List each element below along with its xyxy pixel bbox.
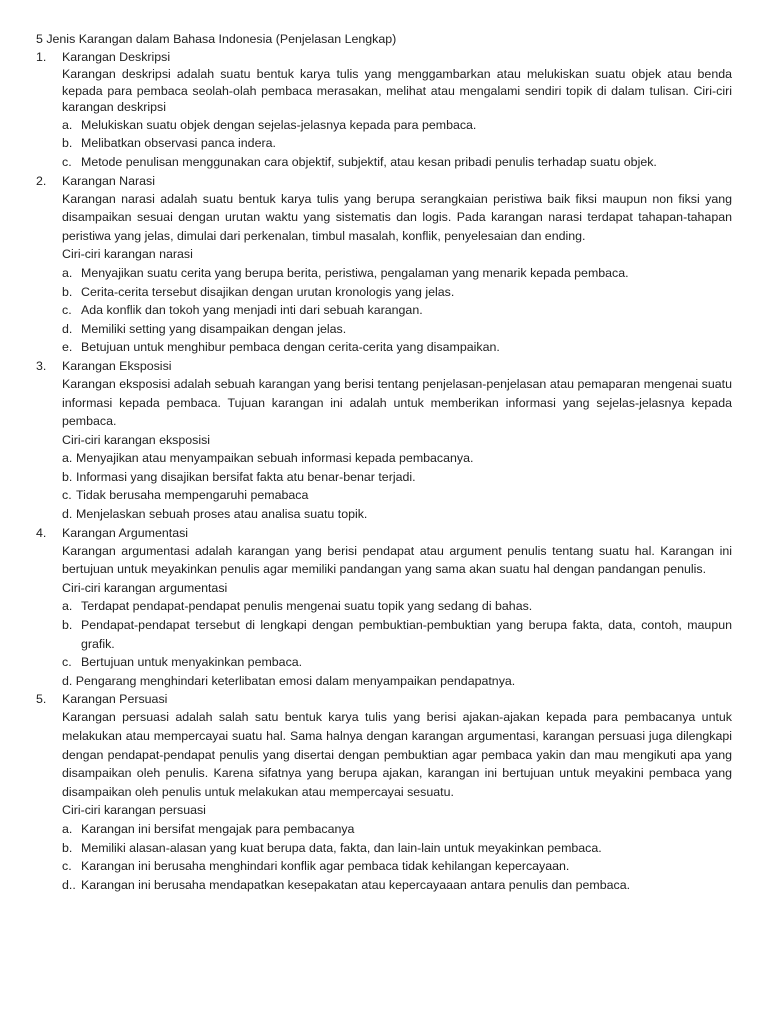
document-title: 5 Jenis Karangan dalam Bahasa Indonesia (Penjelasan Lengkap) [36, 32, 397, 46]
list-item [62, 820, 732, 839]
section-paragraph: Karangan persuasi adalah salah satu bentuk karya tulis yang berisi ajakan-ajakan kepada para pembacanya untuk melakukan atau mempercayai suatu hal. Sama halnya dengan karangan argumentasi, karangan persuasi juga dilengkapi dengan pendapat-pendapat penulis yang disertai dengan pembuktian agar pembaca yakin dan mau mengikuti apa yang disampaikan oleh penulis. Karena sifatnya yang berupa ajakan, karangan ini bertujuan untuk meyakini pembaca yang disampaikan oleh penulis untuk melakukan atau mempercayai sesuatu. [62, 710, 732, 799]
list-item [62, 134, 732, 153]
item-text: Metode penulisan menggunakan cara objektif, subjektif, atau kesan pribadi penulis terhadap suatu objek. [81, 154, 657, 169]
section-eksposisi [36, 357, 768, 524]
list-item [62, 153, 732, 172]
item-text: Pendapat-pendapat tersebut di lengkapi dengan pembuktian-pembuktian yang berupa fakta, data, contoh, maupun grafik. [81, 618, 732, 651]
item-text: d. Pengarang menghindari keterlibatan emosi dalam menyampaikan pendapatnya. [62, 673, 516, 688]
section-body [62, 375, 732, 524]
section-paragraph: Karangan eksposisi adalah sebuah karangan yang berisi tentang penjelasan-penjelasan atau pemaparan mengenai suatu informasi kepada pembaca. Tujuan karangan ini adalah untuk memberikan informasi yang sejelas-jelasnya kepada pembaca. [62, 376, 732, 429]
item-text: Tidak berusaha mempengaruhi pemabaca [76, 488, 309, 503]
list-item [62, 468, 732, 487]
section-number: 4. [36, 525, 47, 540]
list-item [62, 283, 732, 302]
ciri-list [62, 449, 732, 523]
ciri-heading: Ciri-ciri karangan eksposisi [62, 432, 211, 447]
section-number: 5. [36, 692, 47, 707]
item-text: Memiliki alasan-alasan yang kuat berupa data, fakta, dan lain-lain untuk meyakinkan pembaca. [81, 840, 602, 855]
section-title: Karangan Argumentasi [62, 525, 189, 540]
section-heading [36, 690, 768, 708]
section-body [62, 190, 732, 357]
list-item [62, 839, 732, 858]
item-text: Cerita-cerita tersebut disajikan dengan urutan kronologis yang jelas. [81, 284, 455, 299]
ciri-list [62, 597, 732, 690]
item-label: a. [62, 821, 73, 836]
list-item [62, 264, 732, 283]
ciri-list [62, 264, 732, 357]
item-text: Melibatkan observasi panca indera. [81, 136, 276, 151]
item-text: Menyajikan suatu cerita yang berupa berita, peristiwa, pengalaman yang menarik kepada pembaca. [81, 265, 629, 280]
item-label: b. [62, 618, 73, 633]
section-title: Karangan Deskripsi [62, 50, 171, 64]
item-label: c. [62, 488, 72, 503]
item-label: d.. [62, 877, 76, 892]
section-paragraph: Karangan narasi adalah suatu bentuk karya tulis yang berupa serangkaian peristiwa baik fiksi maupun non fiksi yang disampaikan sesuai dengan urutan waktu yang sistematis dan logis. Pada karangan narasi terdapat tahapan-tahapan peristiwa yang jelas, dimulai dari perkenalan, timbul masalah, konflik, penyelesaian dan ending. [62, 191, 732, 243]
section-number: 1. [36, 50, 47, 64]
item-text: Ada konflik dan tokoh yang menjadi inti dari sebuah karangan. [81, 303, 423, 318]
section-narasi [36, 172, 768, 357]
section-argumentasi [36, 524, 768, 691]
item-label: a. [62, 117, 73, 132]
item-text: Karangan ini berusaha mendapatkan kesepakatan atau kepercayaaan antara penulis dan pembaca. [81, 877, 631, 892]
item-label: d. [62, 321, 73, 336]
list-item [62, 486, 732, 505]
item-text: Informasi yang disajikan bersifat fakta atu benar-benar terjadi. [76, 469, 416, 484]
ciri-list [62, 116, 732, 172]
section-number: 2. [36, 173, 47, 188]
list-item [62, 301, 732, 320]
item-label: c. [62, 859, 72, 874]
ciri-heading: Ciri-ciri karangan persuasi [62, 803, 206, 818]
list-item [62, 116, 732, 135]
list-item [62, 653, 732, 672]
item-label: c. [62, 154, 72, 169]
section-number: 3. [36, 358, 47, 373]
item-label: e. [62, 340, 73, 355]
ciri-heading: Ciri-ciri karangan narasi [62, 247, 193, 262]
item-text: Bertujuan untuk menyakinkan pembaca. [81, 655, 303, 670]
ciri-list [62, 820, 732, 894]
section-title: Karangan Persuasi [62, 692, 168, 707]
item-text: Melukiskan suatu objek dengan sejelas-jelasnya kepada para pembaca. [81, 117, 477, 132]
ciri-heading: Ciri-ciri karangan argumentasi [62, 580, 228, 595]
list-item [62, 505, 732, 524]
item-label: c. [62, 655, 72, 670]
list-item [62, 597, 732, 616]
section-heading [36, 172, 768, 190]
section-heading [36, 357, 768, 375]
section-paragraph: Karangan deskripsi adalah suatu bentuk karya tulis yang menggambarkan atau melukiskan suatu objek atau benda kepada para pembaca seolah-olah pembaca merasakan, melihat atau mengalami sendiri topik di dalam tulisan. Ciri-ciri karangan deskripsi [62, 67, 732, 115]
section-title: Karangan Eksposisi [62, 358, 172, 373]
item-label: b. [62, 284, 73, 299]
item-label: c. [62, 303, 72, 318]
item-text: Karangan ini berusaha menghindari konflik agar pembaca tidak kehilangan kepercayaan. [81, 859, 570, 874]
section-body [62, 542, 732, 691]
section-body [62, 66, 732, 172]
item-text: Terdapat pendapat-pendapat penulis mengenai suatu topik yang sedang di bahas. [81, 599, 533, 614]
list-item [62, 449, 732, 468]
section-title: Karangan Narasi [62, 173, 155, 188]
item-label: b. [62, 469, 73, 484]
item-text: Memiliki setting yang disampaikan dengan jelas. [81, 321, 347, 336]
item-label: b. [62, 136, 73, 151]
item-text: Karangan ini bersifat mengajak para pembacanya [81, 821, 355, 836]
section-body [62, 708, 732, 894]
item-text: Menjelaskan sebuah proses atau analisa suatu topik. [76, 507, 368, 522]
item-label: d. [62, 507, 73, 522]
item-label: a. [62, 599, 73, 614]
list-item [62, 857, 732, 876]
section-heading [36, 524, 768, 542]
item-text: Betujuan untuk menghibur pembaca dengan cerita-cerita yang disampaikan. [81, 340, 500, 355]
section-persuasi [36, 690, 768, 894]
item-label: b. [62, 840, 73, 855]
list-item [62, 320, 732, 339]
item-label: a. [62, 451, 73, 466]
section-deskripsi [36, 48, 768, 172]
item-label: a. [62, 265, 73, 280]
list-item [62, 616, 732, 653]
item-text: Menyajikan atau menyampaikan sebuah informasi kepada pembacanya. [76, 451, 474, 466]
list-item [62, 672, 732, 691]
section-heading [36, 48, 768, 66]
section-paragraph: Karangan argumentasi adalah karangan yang berisi pendapat atau argument penulis tentang suatu hal. Karangan ini bertujuan untuk meyakinkan penulis agar memiliki pandangan yang sama akan suatu hal dengan pandangan penulis. [62, 543, 732, 577]
list-item [62, 876, 732, 895]
list-item [62, 338, 732, 357]
